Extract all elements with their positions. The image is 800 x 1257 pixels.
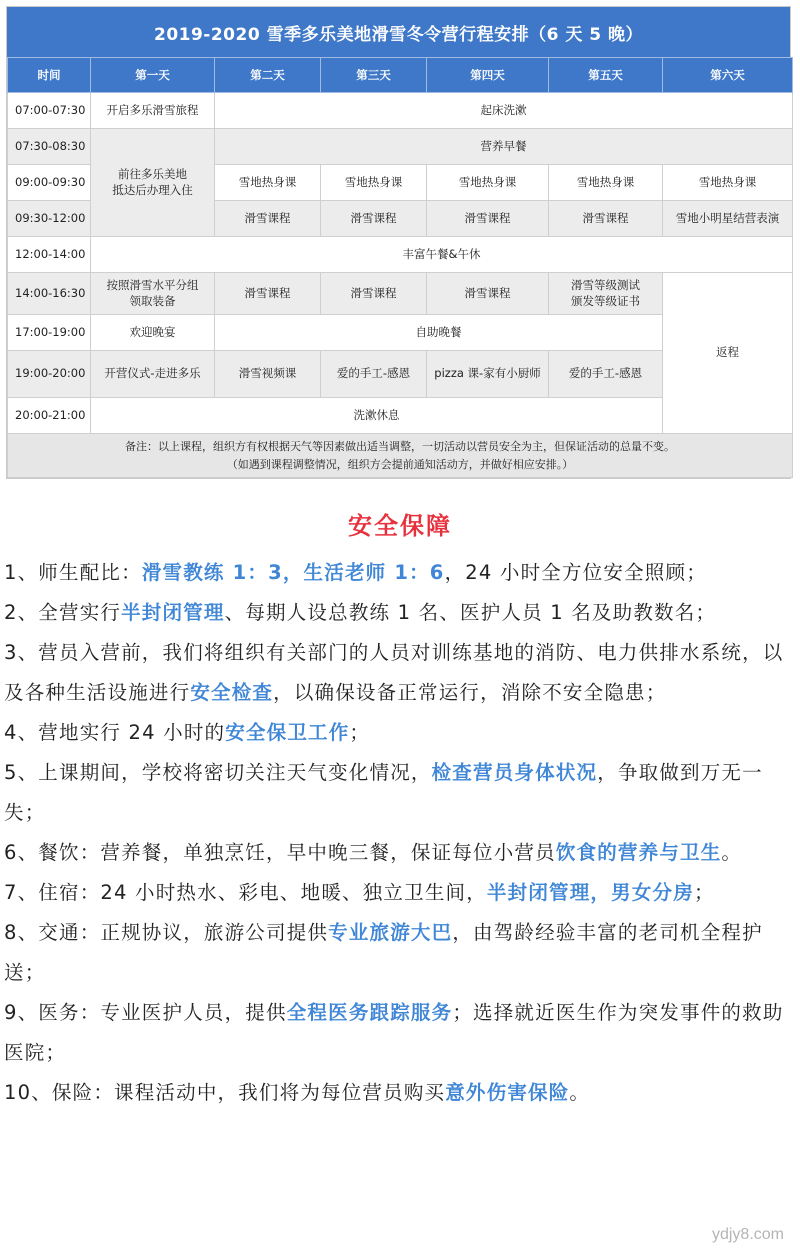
safety-item	[4, 633, 794, 713]
schedule-cell: 起床洗漱	[215, 93, 793, 129]
item-highlight: 半封闭管理，男女分房	[486, 881, 694, 904]
safety-title: 安全保障	[348, 512, 452, 540]
time-cell: 09:00-09:30	[8, 165, 91, 201]
note-row	[8, 434, 793, 478]
header-day1: 第一天	[91, 58, 215, 93]
item-highlight: 滑雪教练 1：3，生活老师 1：6	[141, 561, 445, 584]
schedule-table-container	[6, 6, 791, 479]
schedule-cell: 开营仪式-走进多乐	[91, 351, 215, 398]
item-text: 10、保险：课程活动中，我们将为每位营员购买	[4, 1081, 446, 1104]
item-text: ，24 小时全方位安全照顾；	[444, 561, 707, 584]
item-text: ；	[349, 721, 371, 744]
item-highlight: 半封闭管理	[121, 601, 225, 624]
header-day4: 第四天	[427, 58, 549, 93]
schedule-cell: 欢迎晚宴	[91, 315, 215, 351]
safety-list	[4, 553, 794, 1113]
schedule-cell: 雪地热身课	[663, 165, 793, 201]
schedule-cell: 滑雪课程	[321, 273, 427, 315]
item-text: 9、医务：专业医护人员，提供	[4, 1001, 287, 1024]
note-line: （如遇到课程调整情况，组织方会提前通知活动方，并做好相应安排。）	[226, 457, 574, 471]
item-highlight: 饮食的营养与卫生	[555, 841, 722, 864]
item-text: 5、上课期间，学校将密切关注天气变化情况，	[4, 761, 432, 784]
safety-item	[4, 993, 794, 1073]
schedule-cell: 滑雪课程	[427, 273, 549, 315]
schedule-cell	[91, 129, 215, 237]
schedule-cell: 雪地热身课	[549, 165, 663, 201]
item-highlight: 检查营员身体状况	[431, 761, 598, 784]
item-highlight: 专业旅游大巴	[328, 921, 453, 944]
safety-item	[4, 913, 794, 993]
header-day6: 第六天	[663, 58, 793, 93]
item-text: 、每期人设总教练 1 名、医护人员 1 名及助教数名；	[224, 601, 717, 624]
schedule-cell: 洗漱休息	[91, 398, 663, 434]
time-cell: 12:00-14:00	[8, 237, 91, 273]
item-text: 7、住宿：24 小时热水、彩电、地暖、独立卫生间，	[4, 881, 487, 904]
schedule-cell: 滑雪课程	[215, 201, 321, 237]
time-cell: 19:00-20:00	[8, 351, 91, 398]
cell-line: 颁发等级证书	[571, 293, 640, 308]
header-row	[8, 58, 793, 93]
schedule-cell: 滑雪课程	[427, 201, 549, 237]
safety-item	[4, 873, 794, 913]
schedule-table	[7, 57, 793, 478]
time-cell: 14:00-16:30	[8, 273, 91, 315]
item-text: ；选择就近医生作为突发事件的救助医院；	[4, 1001, 784, 1064]
schedule-cell: 雪地热身课	[427, 165, 549, 201]
table-row	[8, 93, 793, 129]
schedule-cell: 滑雪课程	[549, 201, 663, 237]
time-cell: 17:00-19:00	[8, 315, 91, 351]
safety-item	[4, 833, 794, 873]
schedule-cell: 滑雪课程	[321, 201, 427, 237]
item-text: 1、师生配比：	[4, 561, 142, 584]
table-row	[8, 237, 793, 273]
table-row	[8, 129, 793, 165]
schedule-cell: 爱的手工-感恩	[549, 351, 663, 398]
item-highlight: 安全保卫工作	[225, 721, 350, 744]
item-text: 3、营员入营前，我们将组织有关部门的人员对训练基地的消防、电力供排水系统，以及各种生活设施进行	[4, 641, 784, 704]
schedule-cell: 滑雪视频课	[215, 351, 321, 398]
item-highlight: 全程医务跟踪服务	[286, 1001, 453, 1024]
schedule-cell: 营养早餐	[215, 129, 793, 165]
schedule-cell: 自助晚餐	[215, 315, 663, 351]
item-text: ，争取做到万无一失；	[4, 761, 763, 824]
safety-item	[4, 593, 794, 633]
cell-line: 抵达后办理入住	[112, 182, 193, 197]
header-day3: 第三天	[321, 58, 427, 93]
schedule-cell: pizza 课-家有小厨师	[427, 351, 549, 398]
schedule-cell: 雪地热身课	[321, 165, 427, 201]
item-text: 2、全营实行	[4, 601, 122, 624]
cell-line: 滑雪等级测试	[571, 277, 640, 292]
cell-line: 前往多乐美地	[118, 166, 187, 181]
schedule-cell: 爱的手工-感恩	[321, 351, 427, 398]
time-cell: 07:30-08:30	[8, 129, 91, 165]
schedule-cell: 雪地小明星结营表演	[663, 201, 793, 237]
schedule-cell	[549, 273, 663, 315]
item-text: 。	[569, 1081, 591, 1104]
schedule-note	[8, 434, 793, 478]
table-row	[8, 273, 793, 315]
safety-item	[4, 1073, 794, 1113]
cell-line: 按照滑雪水平分组	[106, 277, 199, 292]
header-day2: 第二天	[215, 58, 321, 93]
schedule-cell: 雪地热身课	[215, 165, 321, 201]
item-highlight: 意外伤害保险	[445, 1081, 570, 1104]
schedule-cell: 滑雪课程	[215, 273, 321, 315]
safety-item	[4, 713, 794, 753]
schedule-cell: 返程	[663, 273, 793, 434]
note-line: 备注：以上课程，组织方有权根据天气等因素做出适当调整，一切活动以营员安全为主，但保证活动的总量不变。	[125, 440, 675, 453]
item-text: ，由驾龄经验丰富的老司机全程护送；	[4, 921, 763, 984]
schedule-cell	[91, 273, 215, 315]
item-text: 4、营地实行 24 小时的	[4, 721, 226, 744]
item-text: ，以确保设备正常运行，消除不安全隐患；	[273, 681, 667, 704]
item-text: ；	[693, 881, 715, 904]
item-highlight: 安全检查	[190, 681, 274, 704]
time-cell: 09:30-12:00	[8, 201, 91, 237]
header-time: 时间	[8, 58, 91, 93]
schedule-title: 2019-2020 雪季多乐美地滑雪冬令营行程安排（6 天 5 晚）	[7, 7, 790, 57]
safety-item	[4, 553, 794, 593]
item-text: 8、交通：正规协议，旅游公司提供	[4, 921, 329, 944]
time-cell: 07:00-07:30	[8, 93, 91, 129]
item-text: 。	[721, 841, 743, 864]
cell-line: 领取装备	[129, 293, 176, 308]
item-text: 6、餐饮：营养餐，单独烹饪，早中晚三餐，保证每位小营员	[4, 841, 556, 864]
schedule-cell: 丰富午餐&午休	[91, 237, 793, 273]
safety-item	[4, 753, 794, 833]
header-day5: 第五天	[549, 58, 663, 93]
watermark: ydjy8.com	[711, 1226, 784, 1243]
time-cell: 20:00-21:00	[8, 398, 91, 434]
schedule-cell: 开启多乐滑雪旅程	[91, 93, 215, 129]
